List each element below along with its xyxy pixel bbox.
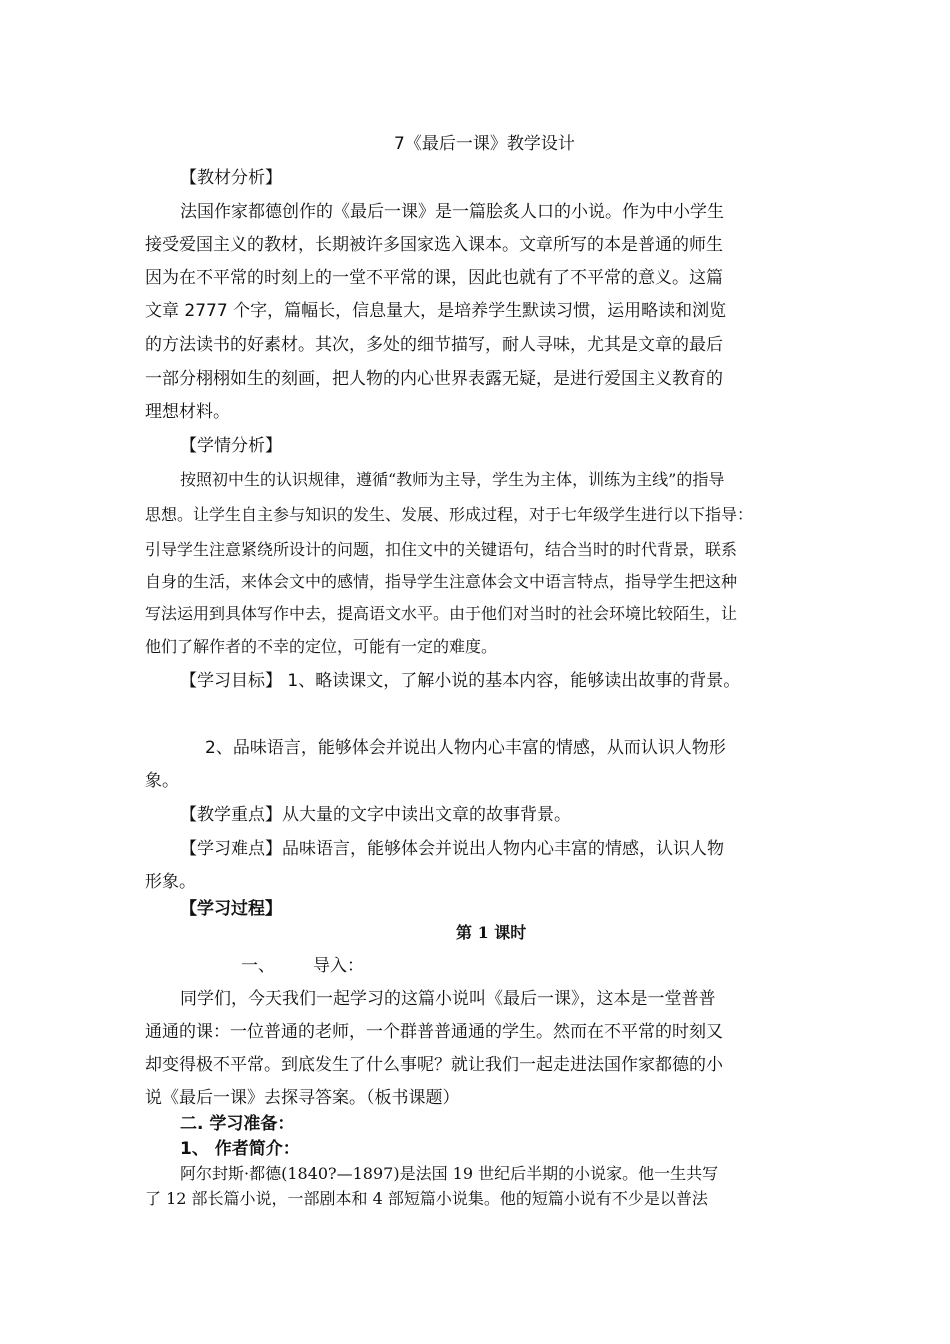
objectives-line: 象。: [145, 771, 179, 791]
paragraph-line: 却变得极不平常。到底发生了什么事呢？就让我们一起走进法国作家都德的小: [145, 1055, 723, 1075]
difficulty-line: 形象。: [145, 872, 196, 892]
paragraph-line: 自身的生活，来体会文中的感情，指导学生注意体会文中语言特点，指导学生把这种: [145, 572, 738, 591]
paragraph-line: 接受爱国主义的教材，长期被许多国家选入课本。文章所写的本是普通的师生: [145, 235, 723, 255]
prep-heading: 二. 学习准备：: [180, 1114, 295, 1134]
paragraph-line: 引导学生注意紧绕所设计的问题，扣住文中的关键语句，结合当时的时代背景，联系: [145, 540, 738, 559]
author-heading: 1、 作者简介：: [180, 1139, 300, 1159]
intro-label: 导入：: [313, 956, 364, 976]
document-title: 7《最后一课》教学设计: [394, 134, 575, 154]
paragraph-line: 文章 2777 个字，篇幅长，信息量大，是培养学生默读习惯，运用略读和浏览: [145, 301, 727, 321]
paragraph-line: 的方法读书的好素材。其次，多处的细节描写，耐人寻味，尤其是文章的最后: [145, 335, 723, 355]
paragraph-line: 按照初中生的认识规律，遵循“教师为主导，学生为主体，训练为主线”的指导: [180, 470, 725, 489]
paragraph-line: 他们了解作者的不幸的定位，可能有一定的难度。: [145, 637, 498, 656]
paragraph-line: 写法运用到具体写作中去，提高语文水平。由于他们对当时的社会环境比较陌生，让: [145, 604, 738, 623]
lesson-label: 第 1 课时: [456, 923, 527, 942]
paragraph-line: 同学们，今天我们一起学习的这篇小说叫《最后一课》，这本是一堂普普: [180, 989, 716, 1009]
paragraph-line: 一部分栩栩如生的刻画，把人物的内心世界表露无疑，是进行爱国主义教育的: [145, 369, 723, 389]
paragraph-line: 了 12 部长篇小说，一部剧本和 4 部短篇小说集。他的短篇小说有不少是以普法: [145, 1189, 708, 1208]
difficulty-line: 【学习难点】品味语言，能够体会并说出人物内心丰富的情感，认识人物: [180, 839, 724, 859]
paragraph-line: 阿尔封斯·都德(1840?—1897)是法国 19 世纪后半期的小说家。他一生共写: [180, 1164, 719, 1183]
paragraph-line: 通通的课：一位普通的老师，一个群普普通通的学生。然而在不平常的时刻又: [145, 1022, 723, 1042]
key-point-line: 【教学重点】从大量的文字中读出文章的故事背景。: [180, 805, 571, 825]
paragraph-line: 理想材料。: [145, 402, 230, 422]
objectives-line: 2、品味语言，能够体会并说出人物内心丰富的情感，从而认识人物形: [205, 738, 726, 758]
student-analysis-heading: 【学情分析】: [180, 436, 282, 456]
intro-number: 一、: [241, 956, 275, 976]
textbook-analysis-heading: 【教材分析】: [180, 168, 282, 188]
process-heading: 【学习过程】: [180, 899, 282, 919]
paragraph-line: 法国作家都德创作的《最后一课》是一篇脍炙人口的小说。作为中小学生: [180, 202, 724, 222]
paragraph-line: 说《最后一课》去探寻答案。（板书课题）: [145, 1088, 460, 1108]
objectives-line: 【学习目标】 1、略读课文，了解小说的基本内容，能够读出故事的背景。: [180, 671, 741, 691]
paragraph-line: 因为在不平常的时刻上的一堂不平常的课，因此也就有了不平常的意义。这篇: [145, 268, 723, 288]
paragraph-line: 思想。让学生自主参与知识的发生、发展、形成过程，对于七年级学生进行以下指导：: [145, 505, 754, 524]
